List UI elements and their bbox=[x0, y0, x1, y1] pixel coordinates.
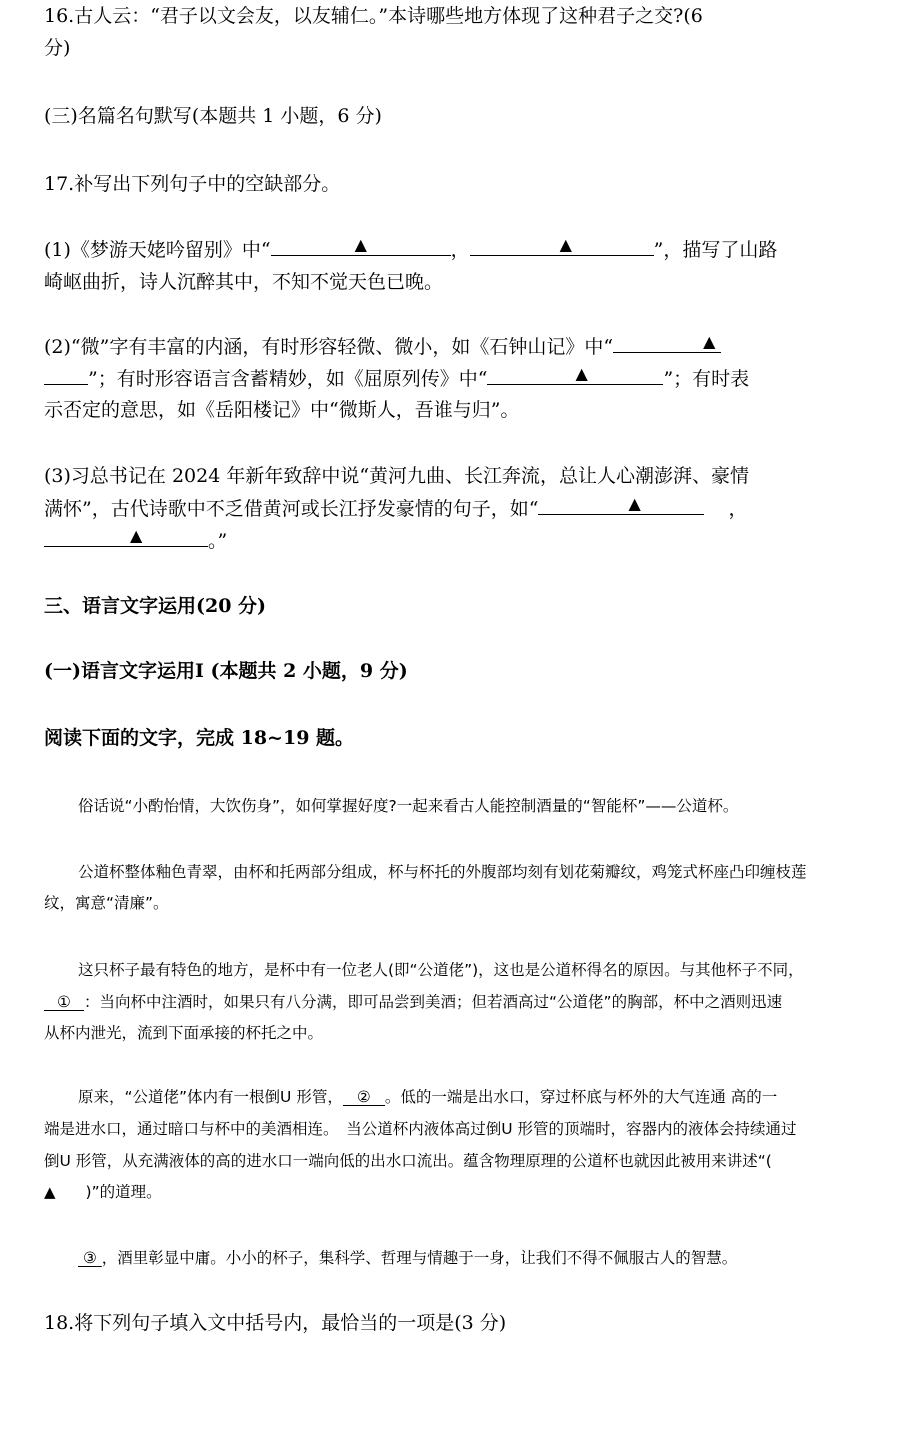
q17-item-1-text-b: ， bbox=[450, 239, 470, 261]
q17-item-3-text-d: 。” bbox=[208, 530, 228, 552]
passage-paragraph-2-line-1: 公道杯整体釉色青翠，由杯和托两部分组成，杯与杯托的外腹部均刻有划花菊瓣纹，鸡笼式杯座凸印缠枝莲 bbox=[78, 863, 807, 881]
q17-item-3-text-c: ， bbox=[728, 498, 748, 520]
answer-blank-2[interactable] bbox=[470, 237, 654, 256]
q17-item-2-line-2 bbox=[44, 366, 870, 391]
blank-marker-icon: ▲ bbox=[130, 526, 143, 545]
q16-line-2: 分) bbox=[44, 37, 71, 59]
q17-item-3-line-3 bbox=[44, 528, 870, 553]
answer-blank-4[interactable] bbox=[487, 366, 663, 385]
section-heading-dictation: (三)名篇名句默写(本题共 1 小题，6 分) bbox=[44, 105, 382, 127]
blank-number-3: ③ bbox=[82, 1249, 97, 1267]
blank-marker-icon: ▲ bbox=[628, 494, 641, 513]
q17-item-3-text-b: 满怀”，古代诗歌中不乏借黄河或长江抒发豪情的句子，如“ bbox=[44, 498, 539, 520]
passage-paragraph-4-text-a: 原来，“公道佬”体内有一根倒U 形管， bbox=[78, 1088, 343, 1106]
passage-paragraph-2-line-2: 纹，寓意“清廉”。 bbox=[44, 894, 169, 912]
answer-blank-3-cont[interactable] bbox=[44, 366, 88, 385]
blank-marker-icon: ▲ bbox=[703, 332, 716, 351]
q17-item-1-text-a: (1)《梦游天姥吟留别》中“ bbox=[44, 239, 271, 261]
blank-marker-icon: ▲ bbox=[354, 235, 367, 254]
answer-blank-5[interactable] bbox=[538, 496, 704, 515]
subsection-heading: (一)语言文字运用Ⅰ (本题共 2 小题，9 分) bbox=[44, 660, 408, 682]
passage-paragraph-1: 俗话说“小酌怡情，大饮伤身”，如何掌握好度?一起来看古人能控制酒量的“智能杯”——公道杯。 bbox=[78, 797, 739, 815]
q17-item-2-text-b: ”；有时形容语言含蓄精妙，如《屈原列传》中“ bbox=[88, 368, 488, 390]
blank-marker-icon: ▲ bbox=[559, 235, 572, 254]
blank-marker-icon: ▲ bbox=[575, 364, 588, 383]
answer-blank-6[interactable] bbox=[44, 528, 208, 547]
passage-paragraph-5 bbox=[78, 1246, 870, 1270]
blank-marker-icon: ▲ bbox=[44, 1183, 56, 1201]
q16-line-1: 16.古人云：“君子以文会友，以友辅仁。”本诗哪些地方体现了这种君子之交?(6 bbox=[44, 5, 703, 27]
q17-item-3-line-1: (3)习总书记在 2024 年新年致辞中说“黄河九曲、长江奔流，总让人心潮澎湃、豪情 bbox=[44, 465, 750, 487]
passage-paragraph-3-line-3: 从杯内泄光，流到下面承接的杯托之中。 bbox=[44, 1024, 324, 1042]
passage-paragraph-3-text: ：当向杯中注酒时，如果只有八分满，即可品尝到美酒；但若酒高过“公道佬”的胸部，杯中之酒则迅速 bbox=[84, 993, 783, 1011]
passage-blank-2[interactable] bbox=[343, 1085, 385, 1106]
passage-paragraph-5-text: ，酒里彰显中庸。小小的杯子，集科学、哲理与情趣于一身，让我们不得不佩服古人的智慧。 bbox=[101, 1249, 738, 1267]
passage-paragraph-3-line-2 bbox=[44, 990, 870, 1014]
q17-item-3-line-2 bbox=[44, 496, 870, 521]
q17-item-2-text-a: (2)“微”字有丰富的内涵，有时形容轻微、微小，如《石钟山记》中“ bbox=[44, 336, 614, 358]
reading-instruction: 阅读下面的文字，完成 18~19 题。 bbox=[44, 727, 355, 749]
q17-item-2-text-c: ”；有时表 bbox=[663, 368, 750, 390]
passage-paragraph-4-line-1 bbox=[78, 1085, 870, 1109]
passage-paragraph-4-text-d: )”的道理。 bbox=[85, 1183, 162, 1201]
q17-item-2-line-1 bbox=[44, 334, 870, 359]
part-three-heading: 三、语言文字运用(20 分) bbox=[44, 595, 267, 617]
answer-blank-1[interactable] bbox=[271, 237, 451, 256]
passage-blank-1[interactable] bbox=[44, 990, 84, 1011]
passage-paragraph-4-line-3: 倒U 形管，从充满液体的高的进水口一端向低的出水口流出。蕴含物理原理的公道杯也就因此被用来讲述“( bbox=[44, 1152, 772, 1170]
q17-item-2-line-3: 示否定的意思，如《岳阳楼记》中“微斯人，吾谁与归”。 bbox=[44, 399, 520, 421]
q17-item-1-line-1 bbox=[44, 237, 870, 262]
q17-intro: 17.补写出下列句子中的空缺部分。 bbox=[44, 173, 341, 195]
blank-number-1: ① bbox=[57, 993, 71, 1011]
q18-prompt: 18.将下列句子填入文中括号内，最恰当的一项是(3 分) bbox=[44, 1312, 507, 1334]
passage-paragraph-4-line-4 bbox=[44, 1180, 870, 1204]
q17-item-1-text-c: ”，描写了山路 bbox=[653, 239, 778, 261]
q17-item-1-line-2: 崎岖曲折，诗人沉醉其中，不知不觉天色已晚。 bbox=[44, 271, 444, 293]
passage-paragraph-4-line-2: 端是进水口，通过暗口与杯中的美酒相连。 当公道杯内液体高过倒U 形管的顶端时，容器内的液体会持续通过 bbox=[44, 1120, 797, 1138]
passage-paragraph-4-text-b: 。低的一端是出水口，穿过杯底与杯外的大气连通 高的一 bbox=[384, 1088, 778, 1106]
passage-paragraph-3-line-1: 这只杯子最有特色的地方，是杯中有一位老人(即“公道佬”)，这也是公道杯得名的原因。与其他杯子不同， bbox=[78, 961, 804, 979]
answer-blank-3[interactable] bbox=[613, 334, 721, 353]
blank-number-2: ② bbox=[356, 1088, 371, 1106]
passage-blank-3[interactable] bbox=[78, 1249, 102, 1267]
